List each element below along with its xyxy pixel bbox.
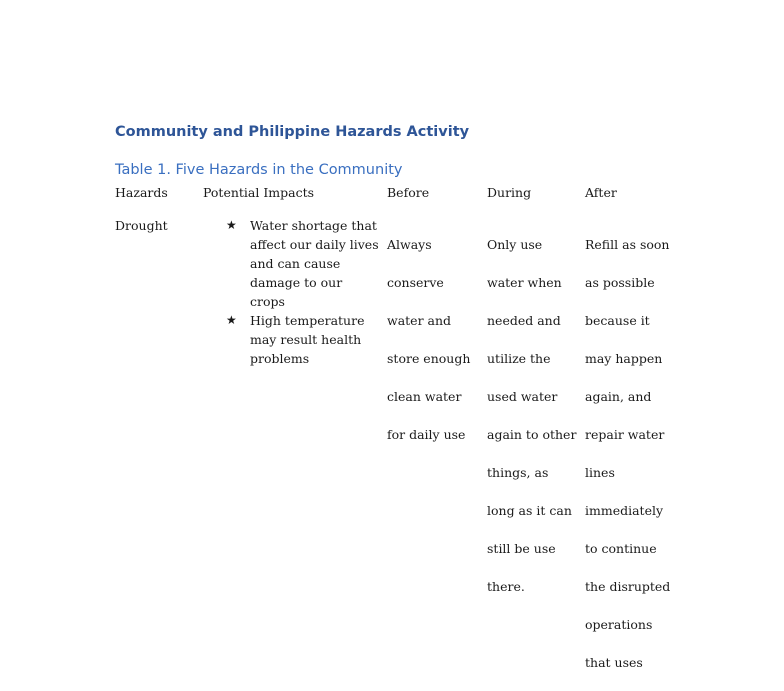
column-header-hazards: Hazards	[115, 185, 168, 200]
during-line: there.	[487, 579, 525, 594]
before-line: for daily use	[387, 427, 466, 442]
impact-line: may result health	[250, 332, 362, 347]
during-line: again to other	[487, 427, 577, 442]
after-line: Refill as soon	[585, 237, 670, 252]
document-heading: Community and Philippine Hazards Activity	[115, 124, 470, 140]
impact-line: problems	[250, 351, 310, 366]
during-line: still be use	[487, 541, 556, 556]
during-line: used water	[487, 389, 558, 404]
impact-line: High temperature	[250, 313, 365, 328]
star-bullet-icon: ★	[226, 313, 237, 327]
during-line: long as it can	[487, 503, 572, 518]
before-cell	[387, 216, 470, 463]
after-line: to continue	[585, 541, 657, 556]
after-line: the disrupted	[585, 579, 671, 594]
after-line: as possible	[585, 275, 655, 290]
after-line: lines	[585, 465, 615, 480]
impact-line: Water shortage that	[250, 218, 377, 233]
before-line: store enough	[387, 351, 471, 366]
hazard-cell: Drought	[115, 218, 168, 233]
during-line: utilize the	[487, 351, 551, 366]
impacts-list	[226, 216, 380, 368]
after-line: immediately	[585, 503, 664, 518]
impact-item	[226, 216, 380, 311]
during-line: Only use	[487, 237, 543, 252]
during-line: things, as	[487, 465, 549, 480]
before-line: Always	[387, 237, 432, 252]
during-line: water when	[487, 275, 562, 290]
after-line: again, and	[585, 389, 652, 404]
before-line: water and	[387, 313, 452, 328]
impact-item	[226, 311, 380, 368]
before-line: conserve	[387, 275, 444, 290]
impact-line: damage to our	[250, 275, 343, 290]
star-bullet-icon: ★	[226, 218, 237, 232]
table-title: Table 1. Five Hazards in the Community	[115, 162, 403, 178]
after-line: because it	[585, 313, 650, 328]
column-header-before: Before	[387, 185, 430, 200]
during-cell	[487, 216, 576, 615]
impact-line: and can cause	[250, 256, 341, 271]
after-line: operations	[585, 617, 653, 632]
after-line: may happen	[585, 351, 663, 366]
column-header-potential-impacts: Potential Impacts	[203, 185, 315, 200]
column-header-after: After	[585, 185, 617, 200]
during-line: needed and	[487, 313, 561, 328]
impact-line: crops	[250, 294, 285, 309]
before-line: clean water	[387, 389, 462, 404]
after-line: that uses	[585, 655, 643, 670]
column-header-during: During	[487, 185, 532, 200]
after-cell	[585, 216, 670, 691]
after-line: repair water	[585, 427, 665, 442]
impact-line: affect our daily lives	[250, 237, 379, 252]
